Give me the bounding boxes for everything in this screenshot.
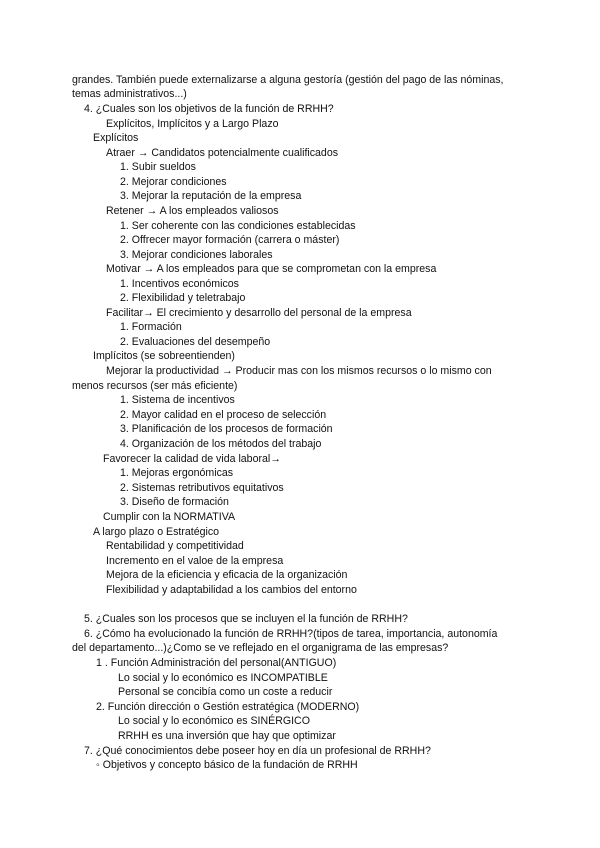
list-item: 6. ¿Cómo ha evolucionado la función de RRHH?(tipos de tarea, importancia, autonomía	[84, 628, 498, 640]
list-item: 2. Mayor calidad en el proceso de selección	[120, 409, 327, 421]
list-item: 1. Mejoras ergonómicas	[120, 467, 234, 479]
text-line: RRHH es una inversión que hay que optimizar	[118, 730, 336, 742]
list-item: 3. Mejorar condiciones laborales	[120, 249, 273, 261]
list-item: 5. ¿Cuales son los procesos que se incluyen el la función de RRHH?	[84, 613, 408, 625]
text-line: Lo social y lo económico es SINÉRGICO	[118, 715, 310, 727]
list-item: 3. Planificación de los procesos de formación	[120, 423, 333, 435]
list-item: 1. Incentivos económicos	[120, 278, 239, 290]
text-line: Favorecer la calidad de vida laboral→	[103, 453, 281, 465]
list-item: 1. Subir sueldos	[120, 161, 196, 173]
list-item: 4. ¿Cuales son los objetivos de la función de RRHH?	[84, 103, 334, 115]
text-line: Flexibilidad y adaptabilidad a los cambios del entorno	[106, 584, 357, 596]
list-item: 3. Mejorar la reputación de la empresa	[120, 190, 302, 202]
list-item: 2. Evaluaciones del desempeño	[120, 336, 271, 348]
section-heading: Implícitos (se sobreentienden)	[93, 350, 235, 362]
text-line: Retener → A los empleados valiosos	[106, 205, 279, 217]
list-item: ◦ Objetivos y concepto básico de la fundación de RRHH	[96, 759, 358, 771]
text-line: Mejora de la eficiencia y eficacia de la organización	[106, 569, 348, 581]
list-item: 4. Organización de los métodos del trabajo	[120, 438, 322, 450]
text-line: temas administrativos...)	[72, 88, 187, 100]
list-item: 1 . Función Administración del personal(ANTIGUO)	[96, 657, 337, 669]
text-line: Personal se concibía como un coste a reducir	[118, 686, 333, 698]
text-line: Lo social y lo económico es INCOMPATIBLE	[118, 672, 328, 684]
list-item: 2. Mejorar condiciones	[120, 176, 227, 188]
text-line: Mejorar la productividad → Producir mas con los mismos recursos o lo mismo con	[106, 365, 492, 377]
text-line: Facilitar→ El crecimiento y desarrollo del personal de la empresa	[106, 307, 412, 319]
text-line: Atraer → Candidatos potencialmente cualificados	[106, 147, 339, 159]
text-line: grandes. También puede externalizarse a alguna gestoría (gestión del pago de las nóminas,	[72, 74, 504, 86]
list-item: 1. Sistema de incentivos	[120, 394, 235, 406]
list-item: 1. Formación	[120, 321, 182, 333]
list-item: 7. ¿Qué conocimientos debe poseer hoy en día un profesional de RRHH?	[84, 745, 431, 757]
text-line: Incremento en el valoe de la empresa	[106, 555, 284, 567]
text-line: Cumplir con la NORMATIVA	[103, 511, 236, 523]
text-line: Motivar → A los empleados para que se comprometan con la empresa	[106, 263, 437, 275]
text-line: del departamento...)¿Como se ve reflejado en el organigrama de las empresas?	[72, 642, 449, 654]
list-item: 2. Sistemas retributivos equitativos	[120, 482, 284, 494]
list-item: 2. Offrecer mayor formación (carrera o máster)	[120, 234, 340, 246]
text-line: Rentabilidad y competitividad	[106, 540, 244, 552]
section-heading: Explícitos	[93, 132, 139, 144]
text-line: menos recursos (ser más eficiente)	[72, 380, 238, 392]
list-item: 2. Función dirección o Gestión estratégica (MODERNO)	[96, 701, 360, 713]
list-item: 2. Flexibilidad y teletrabajo	[120, 292, 246, 304]
text-line: Explícitos, Implícitos y a Largo Plazo	[106, 118, 279, 130]
list-item: 1. Ser coherente con las condiciones establecidas	[120, 220, 356, 232]
section-heading: A largo plazo o Estratégico	[93, 526, 220, 538]
list-item: 3. Diseño de formación	[120, 496, 229, 508]
